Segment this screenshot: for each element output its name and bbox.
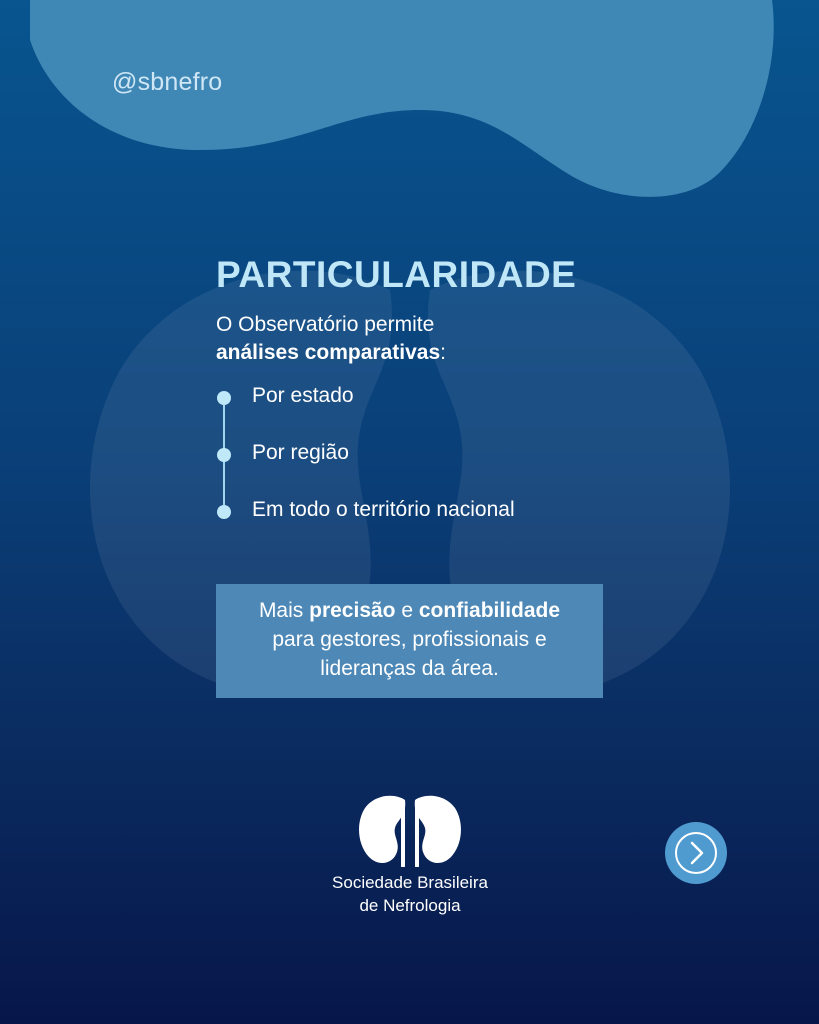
org-line-2: de Nefrologia bbox=[359, 896, 461, 915]
list-item-label: Por região bbox=[252, 441, 349, 464]
highlight-callout bbox=[216, 584, 603, 698]
intro-line-2 bbox=[216, 339, 446, 367]
callout-line-3: lideranças da área. bbox=[320, 657, 499, 680]
bullet-dot-icon bbox=[217, 448, 231, 462]
social-handle[interactable]: @sbnefro bbox=[112, 68, 223, 96]
callout-emphasis-reliability: confiabilidade bbox=[418, 599, 561, 622]
page-title: PARTICULARIDADE bbox=[216, 254, 577, 295]
list-item-label: Por estado bbox=[252, 384, 354, 407]
decorative-blob bbox=[0, 0, 819, 210]
chevron-right-icon bbox=[665, 822, 727, 884]
bullet-dot-icon bbox=[217, 391, 231, 405]
kidneys-icon bbox=[355, 792, 465, 867]
next-slide-button[interactable] bbox=[665, 822, 727, 884]
organization-name bbox=[300, 871, 520, 917]
intro-emphasis: análises comparativas bbox=[216, 341, 441, 364]
intro-suffix: : bbox=[440, 341, 446, 364]
org-line-1: Sociedade Brasileira bbox=[332, 873, 488, 892]
callout-text: Mais bbox=[258, 599, 310, 622]
list-item-label: Em todo o território nacional bbox=[252, 498, 515, 521]
callout-line-1 bbox=[216, 596, 603, 625]
callout-emphasis-precision: precisão bbox=[309, 599, 396, 622]
comparison-list bbox=[216, 382, 616, 532]
callout-line-2: para gestores, profissionais e bbox=[272, 628, 547, 651]
intro-line: O Observatório permite bbox=[216, 313, 435, 336]
intro-text bbox=[216, 311, 446, 367]
bullet-dot-icon bbox=[217, 505, 231, 519]
callout-text: e bbox=[395, 599, 419, 622]
